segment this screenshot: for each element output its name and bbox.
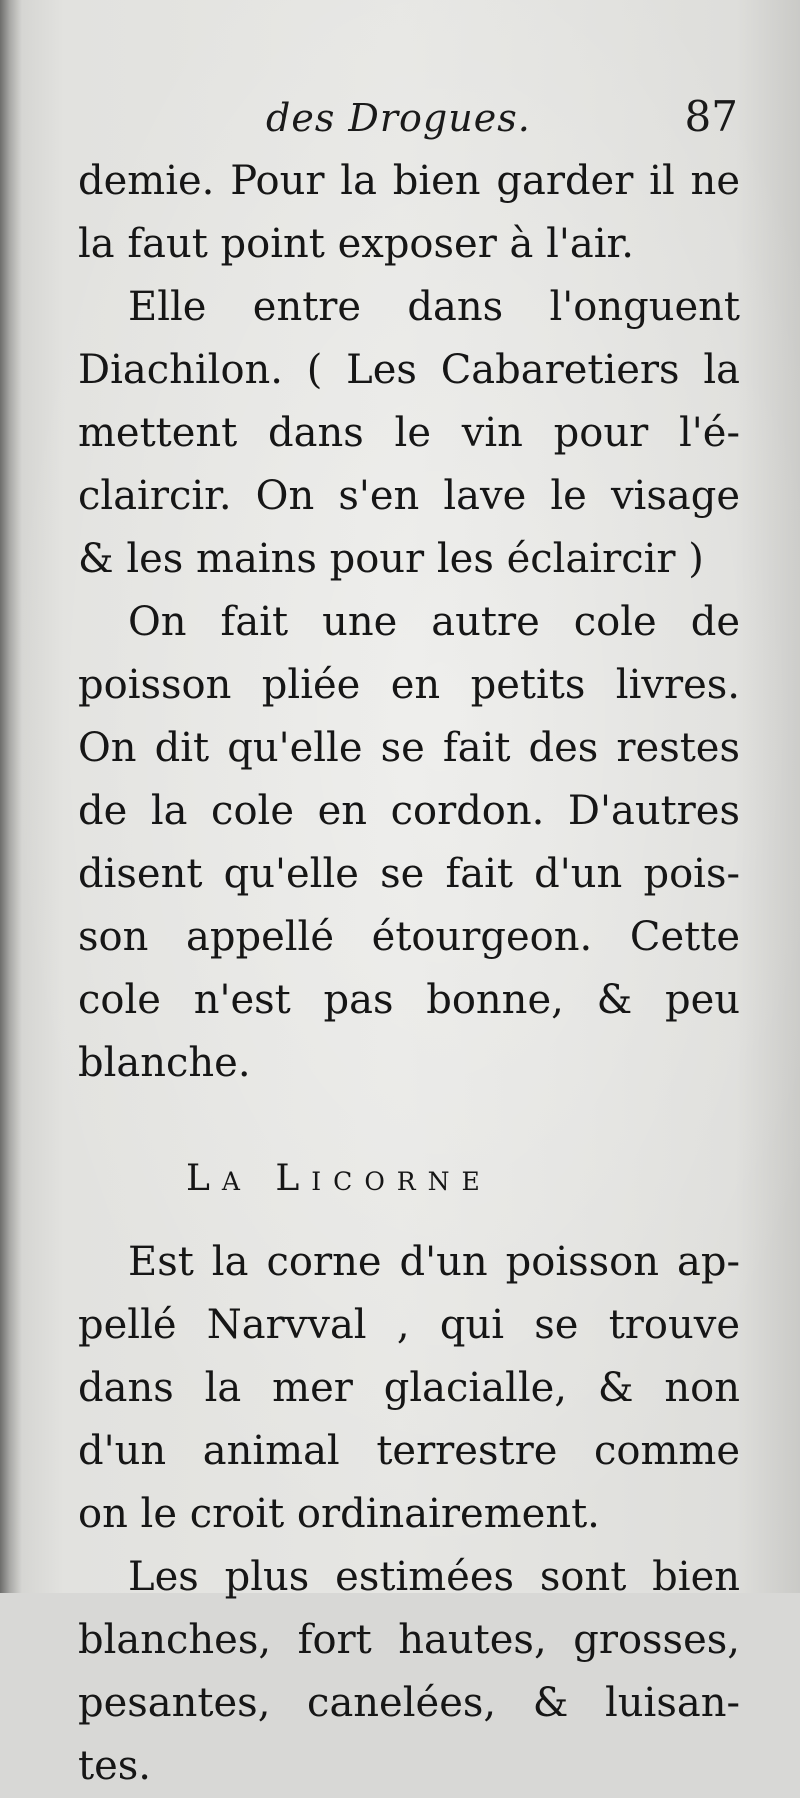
section-heading: La Licorne <box>186 1158 492 1199</box>
text-line: Est la corne d'un poisson ap- <box>128 1239 740 1285</box>
text-line: dans la mer glacialle, & non <box>78 1365 740 1411</box>
body-text <box>78 150 740 1798</box>
text-line: pellé Narvval , qui se trouve <box>78 1302 740 1348</box>
text-line: cole n'est pas bonne, & peu <box>78 977 740 1023</box>
text-line: on le croit ordinairement. <box>78 1491 600 1537</box>
text-line: mettent dans le vin pour l'é- <box>78 410 740 456</box>
text-line: son appellé étourgeon. Cette <box>78 914 740 960</box>
text-line: On fait une autre cole de <box>128 599 740 645</box>
page-number: 87 <box>684 92 738 141</box>
text-line: blanches, fort hautes, grosses, <box>78 1617 740 1663</box>
text-line: claircir. On s'en lave le visage <box>78 473 740 519</box>
running-head: des Drogues. <box>266 96 531 140</box>
text-line: Elle entre dans l'onguent <box>128 284 740 330</box>
page-header <box>80 92 738 152</box>
text-line: d'un animal terrestre comme <box>78 1428 740 1474</box>
paragraph <box>78 1231 740 1546</box>
text-line: de la cole en cordon. D'autres <box>78 788 740 834</box>
text-line: tes. <box>78 1743 151 1789</box>
paragraph <box>78 1546 740 1798</box>
page-binding-shadow <box>0 0 22 1593</box>
text-line: blanche. <box>78 1040 251 1086</box>
text-line: Diachilon. ( Les Cabaretiers la <box>78 347 740 393</box>
text-line: disent qu'elle se fait d'un pois- <box>78 851 740 897</box>
paragraph <box>78 276 740 591</box>
text-line: demie. Pour la bien garder il ne <box>78 158 740 204</box>
paragraph <box>78 150 740 276</box>
text-line: On dit qu'elle se fait des restes <box>78 725 740 771</box>
paragraph <box>78 591 740 1095</box>
text-line: la faut point exposer à l'air. <box>78 221 634 267</box>
text-line: poisson pliée en petits livres. <box>78 662 740 708</box>
text-line: Les plus estimées sont bien <box>128 1554 740 1600</box>
text-line: & les mains pour les éclaircir ) <box>78 536 704 582</box>
text-line: pesantes, canelées, & luisan- <box>78 1680 740 1726</box>
